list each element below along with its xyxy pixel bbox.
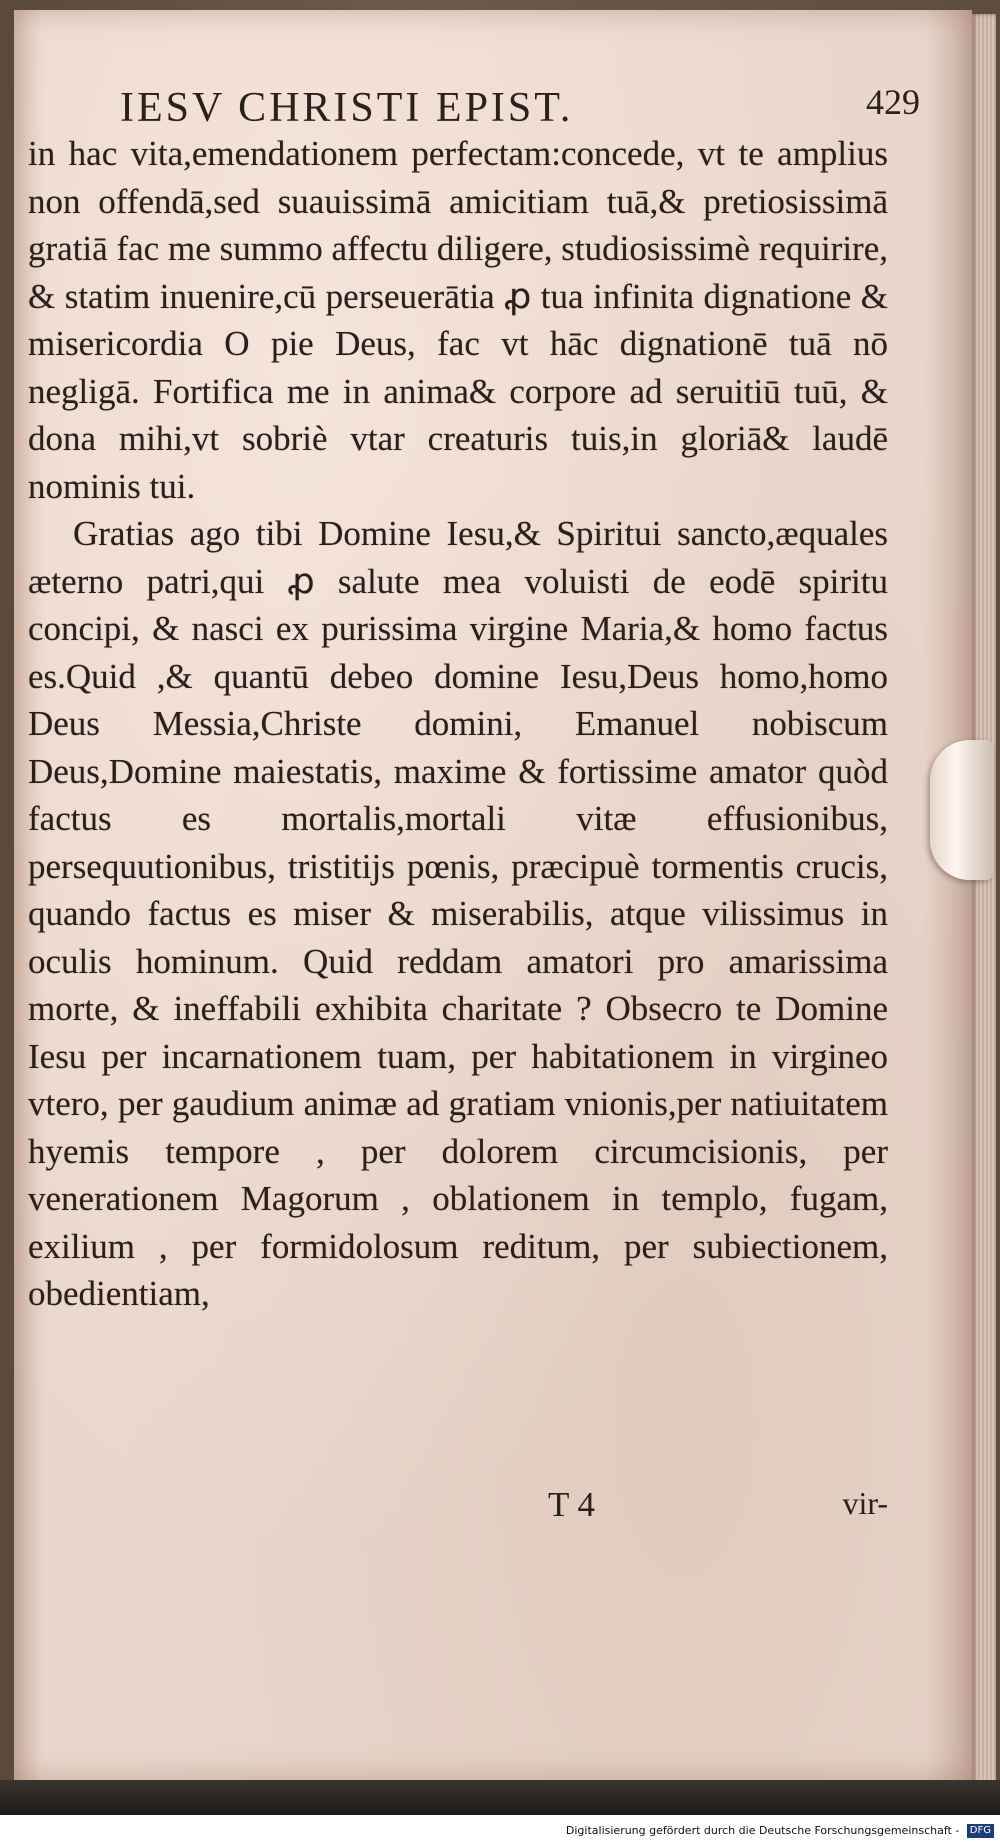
clasp-shape [930,740,994,880]
credit-text: Digitalisierung gefördert durch die Deutsche Forschungsgemeinschaft - [565,1824,960,1837]
catchword: vir- [842,1485,888,1521]
signature-mark: T 4 [548,1485,595,1524]
page-footer [28,1485,888,1535]
page-edges [972,14,996,1786]
running-title: IESV CHRISTI EPIST. [120,85,574,131]
digitization-credit [566,1822,994,1840]
dfg-logo: DFG [967,1824,994,1838]
body-text [28,130,888,1318]
paragraph-1: in hac vita,emendationem perfectam:concede, vt te amplius non offendā,sed suauissimā amicitiam tuā,& pretiosissimā gratiā fac me summo affectu diligere, studiosissimè requirire, & statim inuenire,cū perseuerātia ꝓ tua infinita dignatione & misericordia O pie Deus, fac vt hāc dignationē tuā nō negligā. Fortifica me in anima& corpore ad seruitiū tuū, & dona mihi,vt sobriè vtar creaturis tuis,in gloriā& laudē nominis tui. [28,134,888,506]
page-header [120,78,920,138]
page-number: 429 [866,82,920,122]
paragraph-2: Gratias ago tibi Domine Iesu,& Spiritui sancto,æquales æterno patri,qui ꝓ salute mea voluisti de eodē spiritu concipi, & nasci ex purissima virgine Maria,& homo factus es.Quid ,& quantū debeo domine Iesu,Deus homo,homo Deus Messia,Christe domini, Emanuel nobiscum Deus,Domine maiestatis, maxime & fortissime amator quòd factus es mortalis,mortali vitæ effusionibus, persequutionibus, tristitijs pœnis, præcipuè tormentis crucis, quando factus es miser & miserabilis, atque vilissimus in oculis hominum. Quid reddam amatori pro amarissima morte, & ineffabili exhibita charitate ? Obsecro te Domine Iesu per incarnationem tuam, per habitationem in virgineo vtero, per gaudium animæ ad gratiam vnionis,per natiuitatem hyemis tempore , per dolorem circumcisionis, per venerationem Magorum , oblationem in templo, fugam, exilium , per formidolosum reditum, per subiectionem, obedientiam, [28,514,888,1313]
bottom-shadow [0,1780,1000,1815]
